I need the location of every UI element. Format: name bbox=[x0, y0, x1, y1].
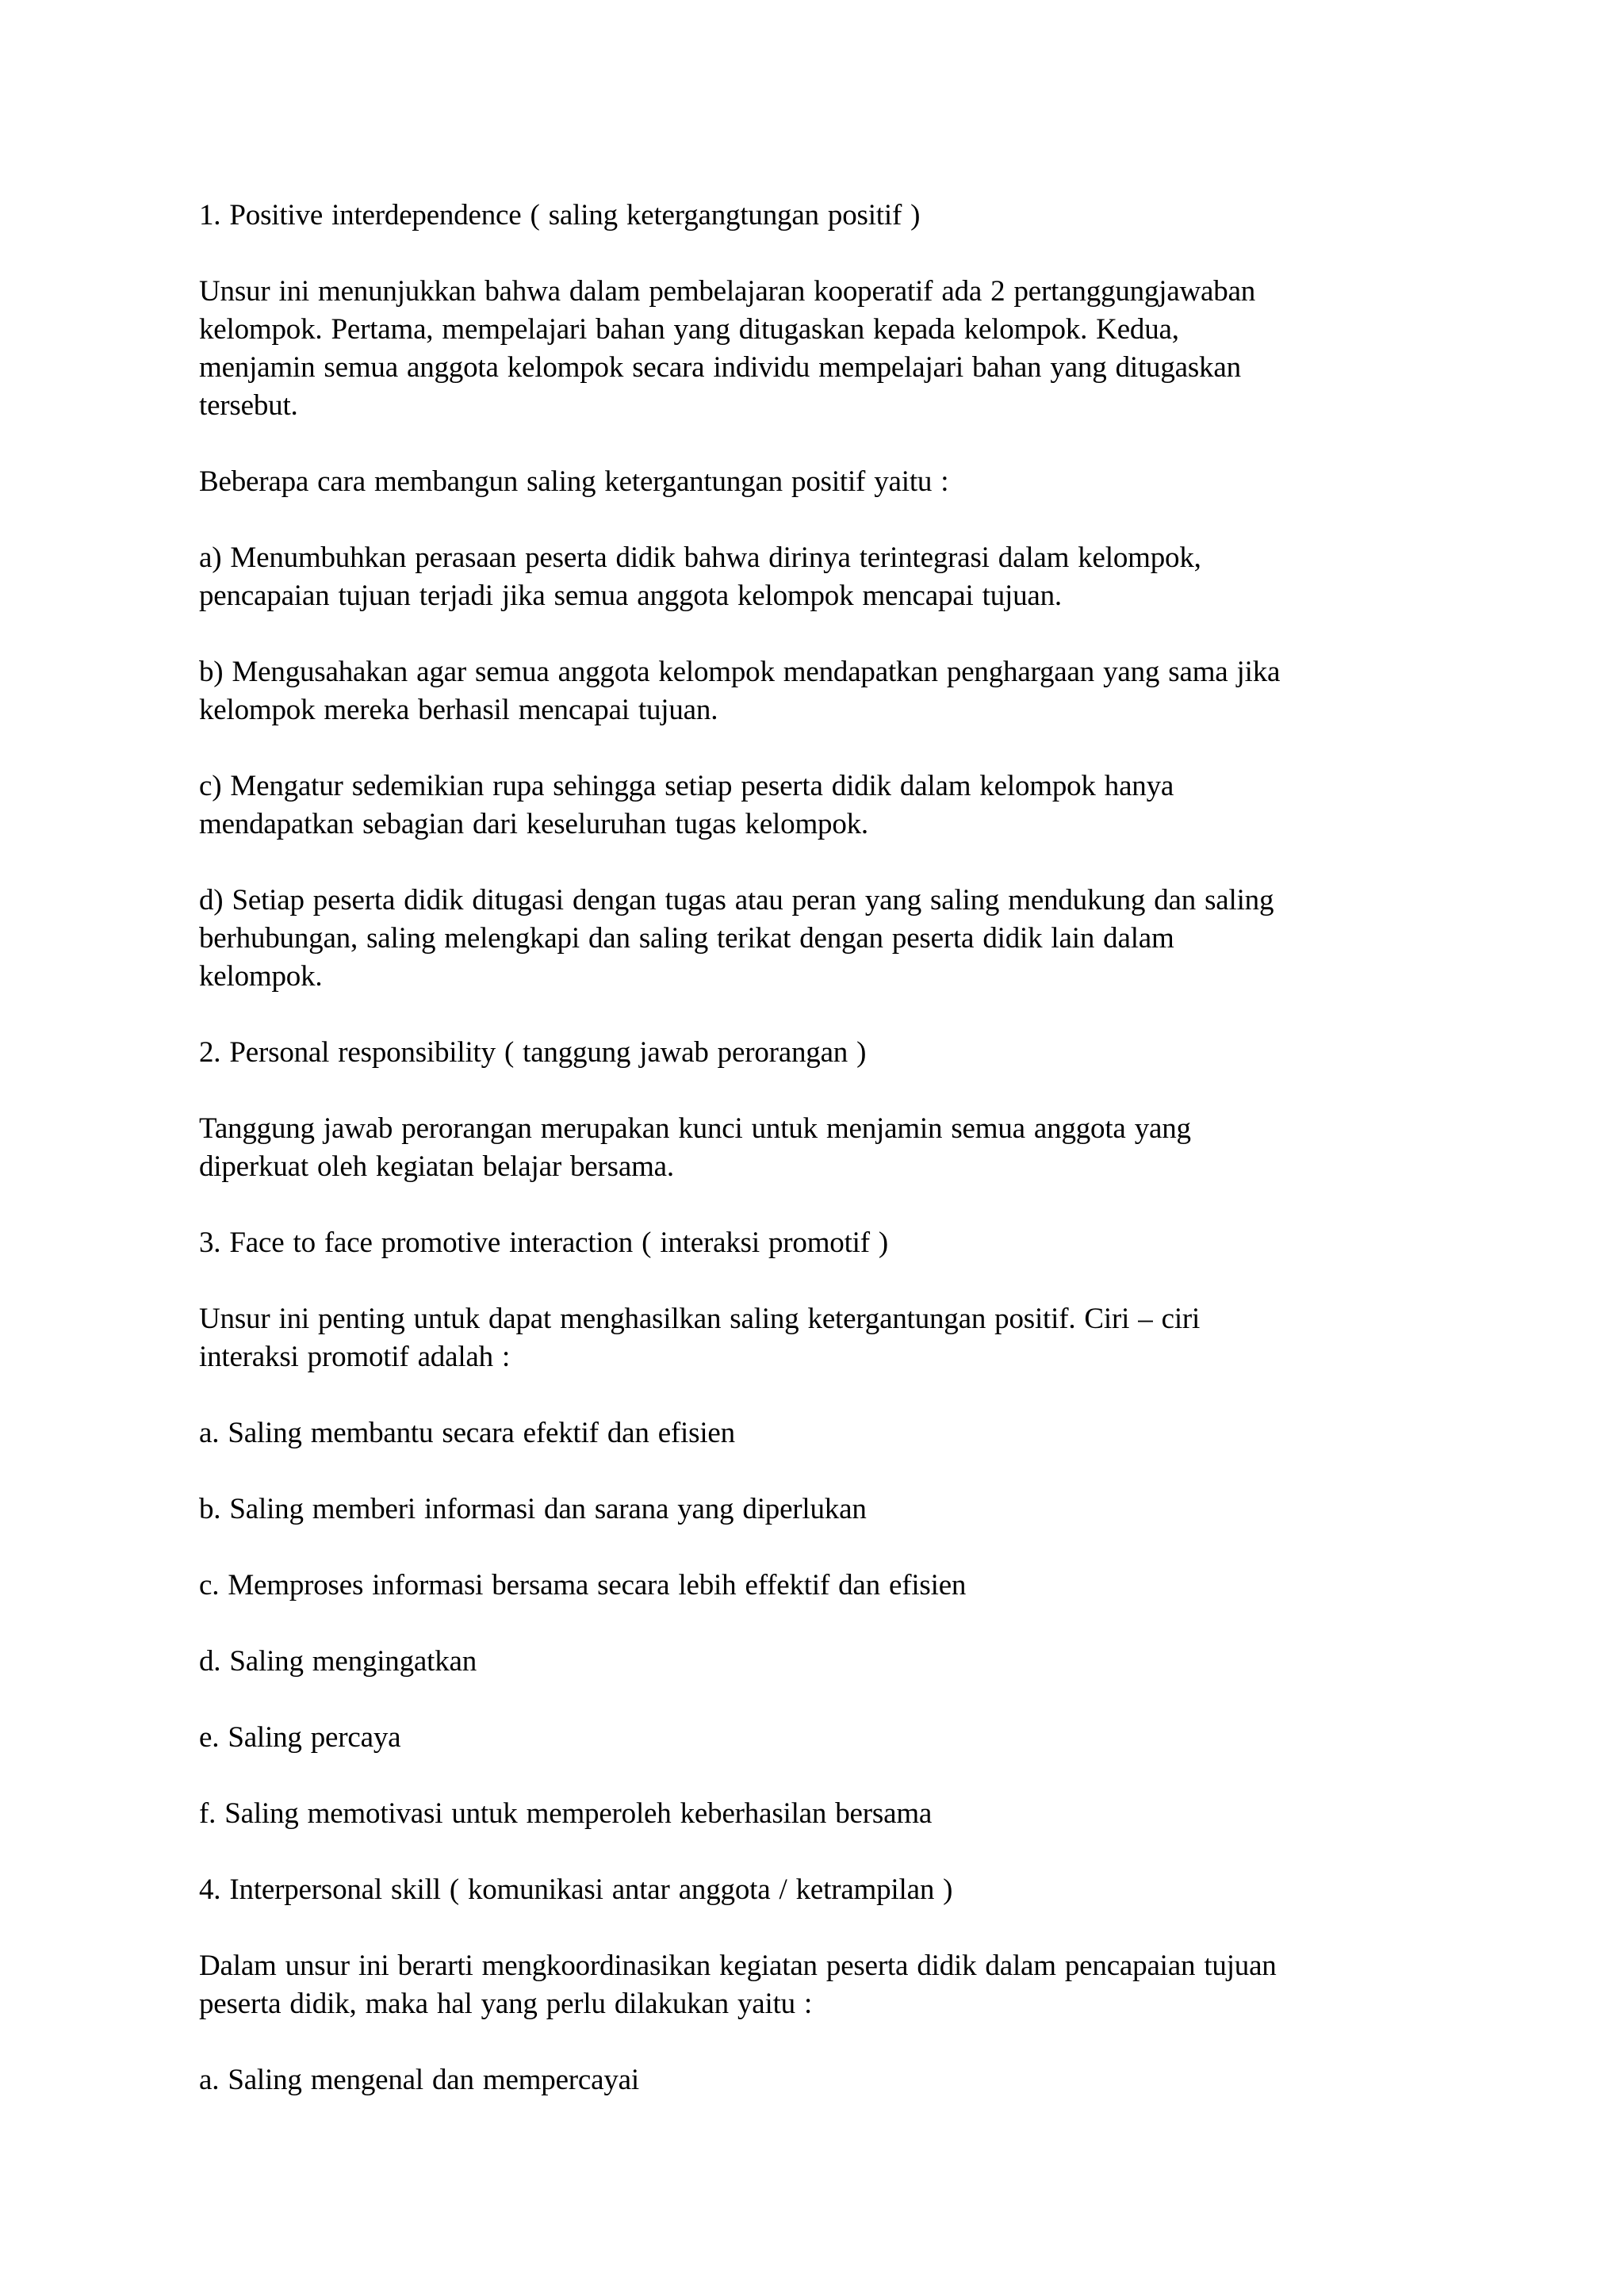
paragraph-interaksi-promotif bbox=[199, 1300, 1436, 1376]
text-line: c) Mengatur sedemikian rupa sehingga setiap peserta didik dalam kelompok hanya bbox=[199, 770, 1174, 802]
text-line: b. Saling memberi informasi dan sarana yang diperlukan bbox=[199, 1493, 867, 1525]
text-line: mendapatkan sebagian dari keseluruhan tugas kelompok. bbox=[199, 808, 868, 840]
text-line: Unsur ini menunjukkan bahwa dalam pembelajaran kooperatif ada 2 pertanggungjawaban bbox=[199, 275, 1256, 308]
text-line: e. Saling percaya bbox=[199, 1721, 401, 1754]
text-line: Unsur ini penting untuk dapat menghasilkan saling ketergantungan positif. Ciri – ciri bbox=[199, 1303, 1201, 1335]
text-line: 2. Personal responsibility ( tanggung jawab perorangan ) bbox=[199, 1036, 867, 1069]
text-line: Beberapa cara membangun saling ketergantungan positif yaitu : bbox=[199, 465, 949, 498]
section-heading-face-to-face bbox=[199, 1224, 1436, 1262]
text-line: peserta didik, maka hal yang perlu dilakukan yaitu : bbox=[199, 1988, 813, 2020]
text-line: kelompok mereka berhasil mencapai tujuan. bbox=[199, 694, 718, 726]
text-line: pencapaian tujuan terjadi jika semua anggota kelompok mencapai tujuan. bbox=[199, 580, 1062, 612]
section-heading-personal-responsibility bbox=[199, 1034, 1436, 1072]
list-item-percaya bbox=[199, 1719, 1436, 1757]
paragraph-unsur-pertanggungjawaban bbox=[199, 273, 1436, 425]
text-line: menjamin semua anggota kelompok secara individu mempelajari bahan yang ditugaskan bbox=[199, 351, 1241, 384]
list-item-saling-membantu bbox=[199, 1414, 1436, 1452]
paragraph-cara-membangun bbox=[199, 463, 1436, 501]
text-line: kelompok. bbox=[199, 960, 323, 993]
text-line: d. Saling mengingatkan bbox=[199, 1645, 477, 1678]
text-line: tersebut. bbox=[199, 389, 298, 422]
text-line: diperkuat oleh kegiatan belajar bersama. bbox=[199, 1150, 674, 1183]
list-item-memproses bbox=[199, 1567, 1436, 1605]
text-line: b) Mengusahakan agar semua anggota kelompok mendapatkan penghargaan yang sama jika bbox=[199, 656, 1281, 688]
text-line: 3. Face to face promotive interaction ( interaksi promotif ) bbox=[199, 1226, 889, 1259]
section-heading-positive-interdependence bbox=[199, 197, 1436, 235]
text-line: d) Setiap peserta didik ditugasi dengan tugas atau peran yang saling mendukung dan saling bbox=[199, 884, 1274, 916]
section-heading-interpersonal-skill bbox=[199, 1871, 1436, 1909]
paragraph-tanggung-jawab bbox=[199, 1110, 1436, 1186]
text-line: f. Saling memotivasi untuk memperoleh keberhasilan bersama bbox=[199, 1797, 933, 1830]
list-item-mengingatkan bbox=[199, 1643, 1436, 1681]
text-line: berhubungan, saling melengkapi dan saling terikat dengan peserta didik lain dalam bbox=[199, 922, 1174, 955]
text-line: Tanggung jawab perorangan merupakan kunci untuk menjamin semua anggota yang bbox=[199, 1112, 1191, 1145]
list-item-a-menumbuhkan bbox=[199, 539, 1436, 615]
text-line: a) Menumbuhkan perasaan peserta didik bahwa dirinya terintegrasi dalam kelompok, bbox=[199, 541, 1201, 574]
text-line: Dalam unsur ini berarti mengkoordinasikan kegiatan peserta didik dalam pencapaian tujuan bbox=[199, 1950, 1277, 1982]
text-line: 1. Positive interdependence ( saling ketergangtungan positif ) bbox=[199, 199, 921, 232]
text-line: kelompok. Pertama, mempelajari bahan yang ditugaskan kepada kelompok. Kedua, bbox=[199, 313, 1179, 346]
list-item-memotivasi bbox=[199, 1795, 1436, 1833]
list-item-b-mengusahakan bbox=[199, 653, 1436, 729]
list-item-saling-memberi bbox=[199, 1490, 1436, 1529]
text-line: 4. Interpersonal skill ( komunikasi antar anggota / ketrampilan ) bbox=[199, 1873, 953, 1906]
text-line: interaksi promotif adalah : bbox=[199, 1341, 511, 1373]
text-line: c. Memproses informasi bersama secara lebih effektif dan efisien bbox=[199, 1569, 967, 1601]
text-line: a. Saling mengenal dan mempercayai bbox=[199, 2064, 639, 2096]
list-item-d-setiap bbox=[199, 882, 1436, 996]
list-item-c-mengatur bbox=[199, 767, 1436, 844]
paragraph-mengkoordinasikan bbox=[199, 1947, 1436, 2023]
text-line: a. Saling membantu secara efektif dan efisien bbox=[199, 1417, 735, 1449]
list-item-mengenal bbox=[199, 2061, 1436, 2099]
